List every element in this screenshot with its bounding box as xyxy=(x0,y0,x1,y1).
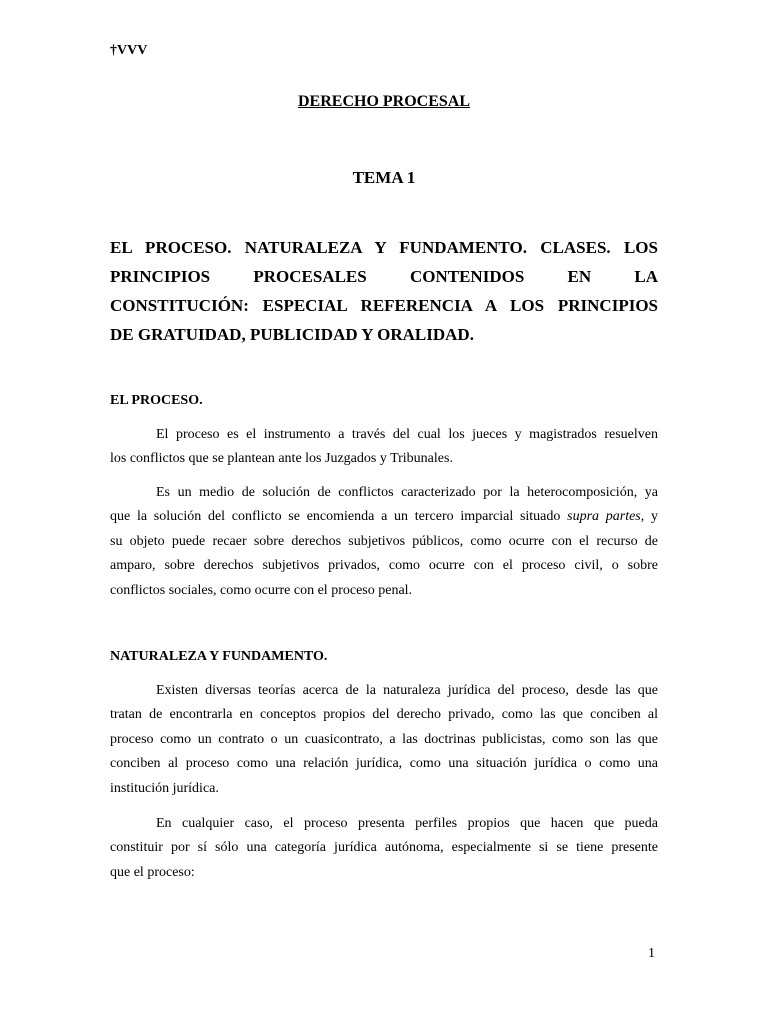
topic-heading xyxy=(110,233,658,349)
document-title: DERECHO PROCESAL xyxy=(297,93,471,110)
text-run: que la solución del conflicto se encomienda a un tercero imparcial situado xyxy=(110,509,568,525)
paragraph xyxy=(110,481,658,603)
paragraph-line: constituir por sí sólo una categoría jurídica autónoma, especialmente si se tiene presente xyxy=(110,840,658,856)
italic-term: supra partes xyxy=(567,509,641,525)
paragraph-line xyxy=(110,505,658,529)
paragraph-line: que el proceso: xyxy=(110,864,195,880)
topic-number: TEMA 1 xyxy=(352,168,416,187)
paragraph-line: El proceso es el instrumento a través del cual los jueces y magistrados resuelven xyxy=(156,427,658,442)
paragraph xyxy=(110,423,658,472)
paragraph-line: los conflictos que se plantean ante los Juzgados y Tribunales. xyxy=(110,451,453,467)
header-mark: †VVV xyxy=(110,43,148,58)
paragraph-line: Existen diversas teorías acerca de la naturaleza jurídica del proceso, desde las que xyxy=(156,683,658,698)
topic-line: PRINCIPIOS PROCESALES CONTENIDOS EN LA xyxy=(110,267,658,286)
topic-line: DE GRATUIDAD, PUBLICIDAD Y ORALIDAD. xyxy=(110,325,474,344)
topic-line: EL PROCESO. NATURALEZA Y FUNDAMENTO. CLASES. LOS xyxy=(110,238,658,257)
paragraph-line: tratan de encontrarla en conceptos propios del derecho privado, como las que conciben al xyxy=(110,707,658,723)
page-number: 1 xyxy=(648,946,655,961)
paragraph xyxy=(110,679,658,801)
paragraph-line: su objeto puede recaer sobre derechos subjetivos públicos, como ocurre con el recurso de xyxy=(110,533,658,549)
paragraph-line: En cualquier caso, el proceso presenta perfiles propios que hacen que pueda xyxy=(156,816,658,831)
paragraph-line: amparo, sobre derechos subjetivos privados, como ocurre con el proceso civil, o sobre xyxy=(110,558,658,574)
paragraph-line: conciben al proceso como una relación jurídica, como una situación jurídica o como una xyxy=(110,756,658,772)
text-run: , y xyxy=(640,509,659,525)
section-heading-naturaleza: NATURALEZA Y FUNDAMENTO. xyxy=(110,649,328,664)
paragraph-line: Es un medio de solución de conflictos caracterizado por la heterocomposición, ya xyxy=(156,485,658,500)
section-heading-el-proceso: EL PROCESO. xyxy=(110,393,203,408)
paragraph-line: institución jurídica. xyxy=(110,780,219,796)
paragraph-line: proceso como un contrato o un cuasicontrato, a las doctrinas publicistas, como son las que xyxy=(110,731,658,747)
paragraph xyxy=(110,812,658,885)
topic-line: CONSTITUCIÓN: ESPECIAL REFERENCIA A LOS PRINCIPIOS xyxy=(110,296,658,315)
paragraph-line: conflictos sociales, como ocurre con el proceso penal. xyxy=(110,582,413,598)
